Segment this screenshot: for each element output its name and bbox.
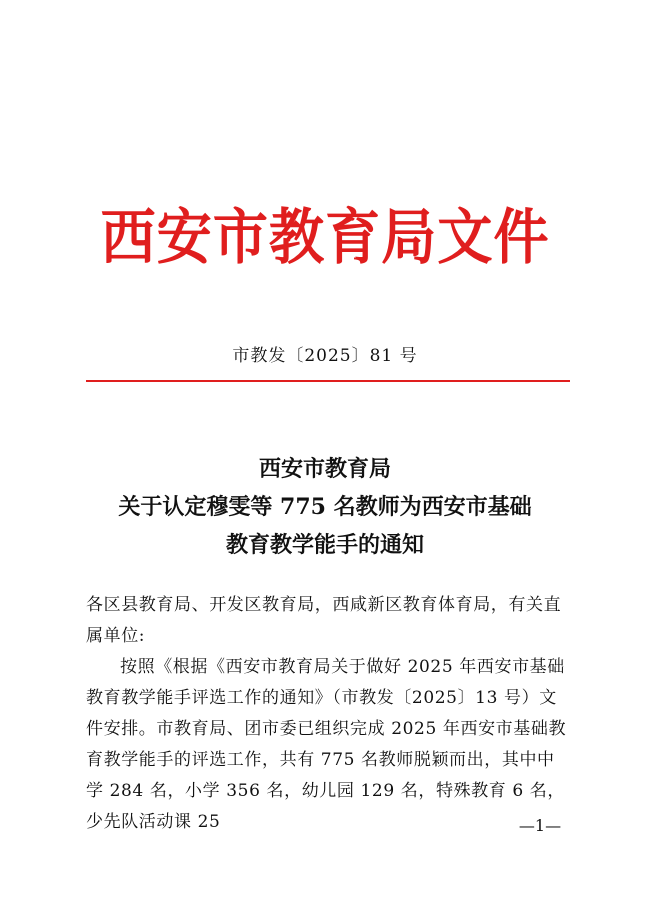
addressee-paragraph: 各区县教育局、开发区教育局，西咸新区教育体育局，有关直属单位: (86, 595, 562, 646)
notice-title-line-1: 西安市教育局 (258, 456, 391, 482)
document-header-title: 西安市教育局文件 (100, 203, 550, 273)
body-paragraph: 按照《根据《西安市教育局关于做好 2025 年西安市基础教育教学能手评选工作的通知》（市教发〔2025〕13 号）文件安排。市教育局、团市委已组织完成 2025 年西安市基础教育教学能手的评选工作，共有 775 名教师脱颖而出，其中中学 284 名，小学 356 名，幼儿园 129 名，特殊教育 6 名，少先队活动课 25 (86, 657, 567, 832)
notice-title (0, 450, 650, 564)
notice-title-line-2: 关于认定穆雯等 775 名教师为西安市基础 (118, 494, 532, 520)
page-number: —1— (518, 816, 562, 835)
notice-title-line-3: 教育教学能手的通知 (225, 532, 424, 558)
document-number: 市教发〔2025〕81 号 (232, 346, 418, 366)
notice-body (86, 590, 572, 838)
red-divider-line (86, 380, 570, 382)
